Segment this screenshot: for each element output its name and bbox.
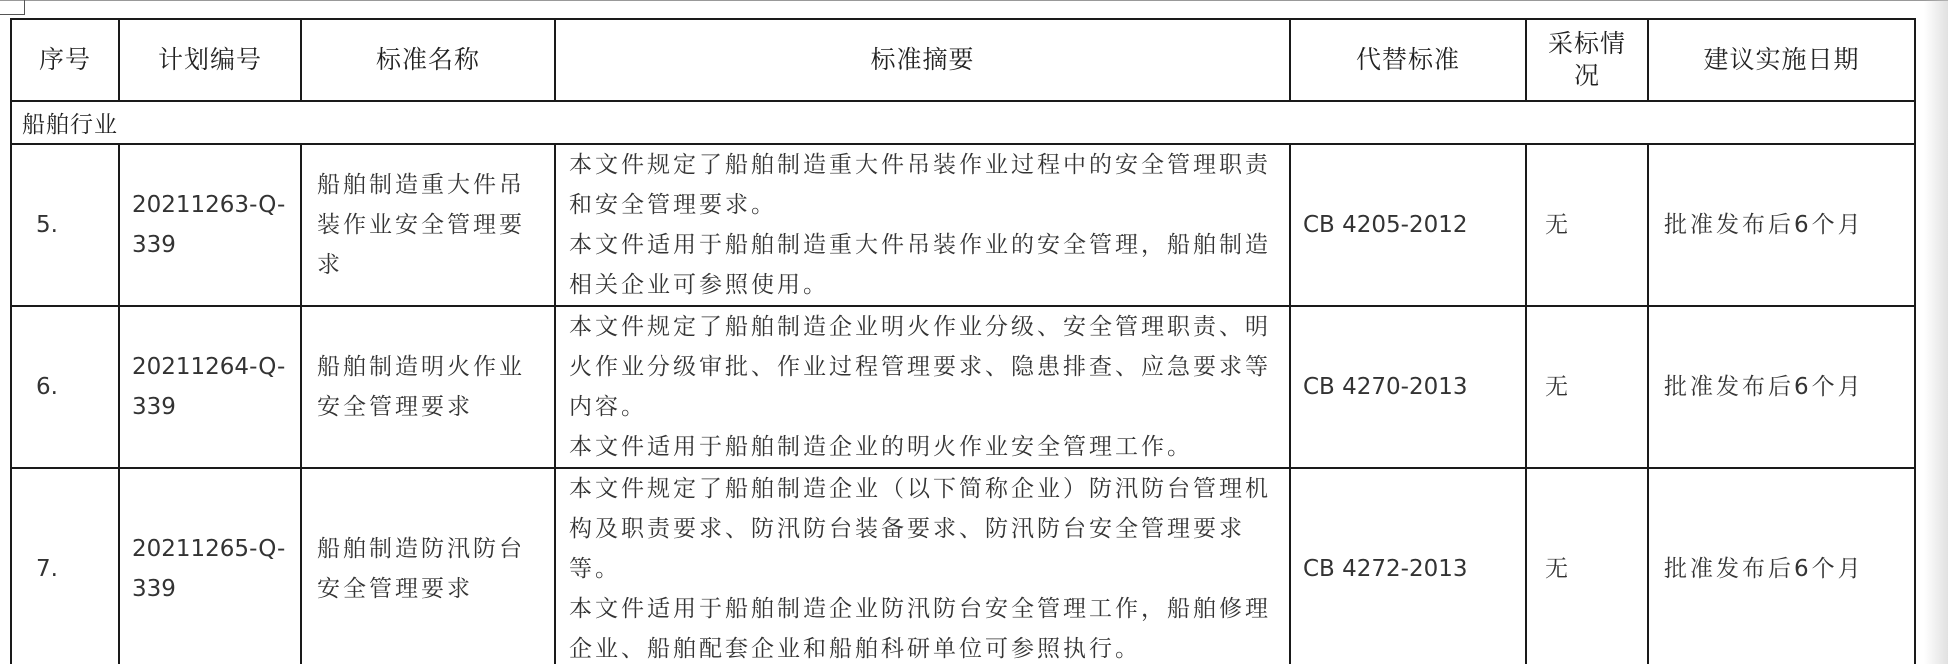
header-adoption: 采标情况 [1526, 19, 1648, 101]
table-header-row [11, 19, 1915, 101]
page-edge-shadow [1924, 0, 1948, 664]
row-plan-no: 20211264-Q-339 [119, 306, 301, 468]
row-name: 船舶制造重大件吊装作业安全管理要求 [301, 144, 555, 306]
page-top-rule [0, 0, 1948, 1]
page-corner-mark [0, 0, 25, 15]
header-plan-no: 计划编号 [119, 19, 301, 101]
abstract-paragraph: 本文件适用于船舶制造重大件吊装作业的安全管理，船舶制造相关企业可参照使用。 [569, 232, 1271, 298]
abstract-paragraph: 本文件适用于船舶制造企业的明火作业安全管理工作。 [569, 434, 1193, 460]
header-name: 标准名称 [301, 19, 555, 101]
row-no: 5. [11, 144, 119, 306]
row-date: 批准发布后6个月 [1648, 144, 1915, 306]
row-date: 批准发布后6个月 [1648, 306, 1915, 468]
table-row [11, 468, 1915, 664]
section-title: 船舶行业 [11, 101, 1915, 144]
row-plan-no: 20211263-Q-339 [119, 144, 301, 306]
row-abstract [555, 468, 1290, 664]
abstract-paragraph: 本文件规定了船舶制造重大件吊装作业过程中的安全管理职责和安全管理要求。 [569, 152, 1271, 218]
row-no: 7. [11, 468, 119, 664]
row-name: 船舶制造防汛防台安全管理要求 [301, 468, 555, 664]
header-date: 建议实施日期 [1648, 19, 1915, 101]
row-abstract [555, 144, 1290, 306]
row-date: 批准发布后6个月 [1648, 468, 1915, 664]
header-replaces: 代替标准 [1290, 19, 1526, 101]
standards-table [10, 18, 1916, 664]
row-adoption: 无 [1526, 468, 1648, 664]
section-row [11, 101, 1915, 144]
row-replaces: CB 4270-2013 [1290, 306, 1526, 468]
row-no: 6. [11, 306, 119, 468]
table-row [11, 306, 1915, 468]
table-row [11, 144, 1915, 306]
row-replaces: CB 4205-2012 [1290, 144, 1526, 306]
abstract-paragraph: 本文件规定了船舶制造企业（以下简称企业）防汛防台管理机构及职责要求、防汛防台装备要求、防汛防台安全管理要求等。 [569, 476, 1271, 582]
row-abstract [555, 306, 1290, 468]
header-abstract: 标准摘要 [555, 19, 1290, 101]
row-adoption: 无 [1526, 306, 1648, 468]
header-no: 序号 [11, 19, 119, 101]
row-plan-no: 20211265-Q-339 [119, 468, 301, 664]
row-adoption: 无 [1526, 144, 1648, 306]
abstract-paragraph: 本文件适用于船舶制造企业防汛防台安全管理工作，船舶修理企业、船舶配套企业和船舶科研单位可参照执行。 [569, 596, 1271, 662]
abstract-paragraph: 本文件规定了船舶制造企业明火作业分级、安全管理职责、明火作业分级审批、作业过程管理要求、隐患排查、应急要求等内容。 [569, 314, 1271, 420]
row-replaces: CB 4272-2013 [1290, 468, 1526, 664]
row-name: 船舶制造明火作业安全管理要求 [301, 306, 555, 468]
